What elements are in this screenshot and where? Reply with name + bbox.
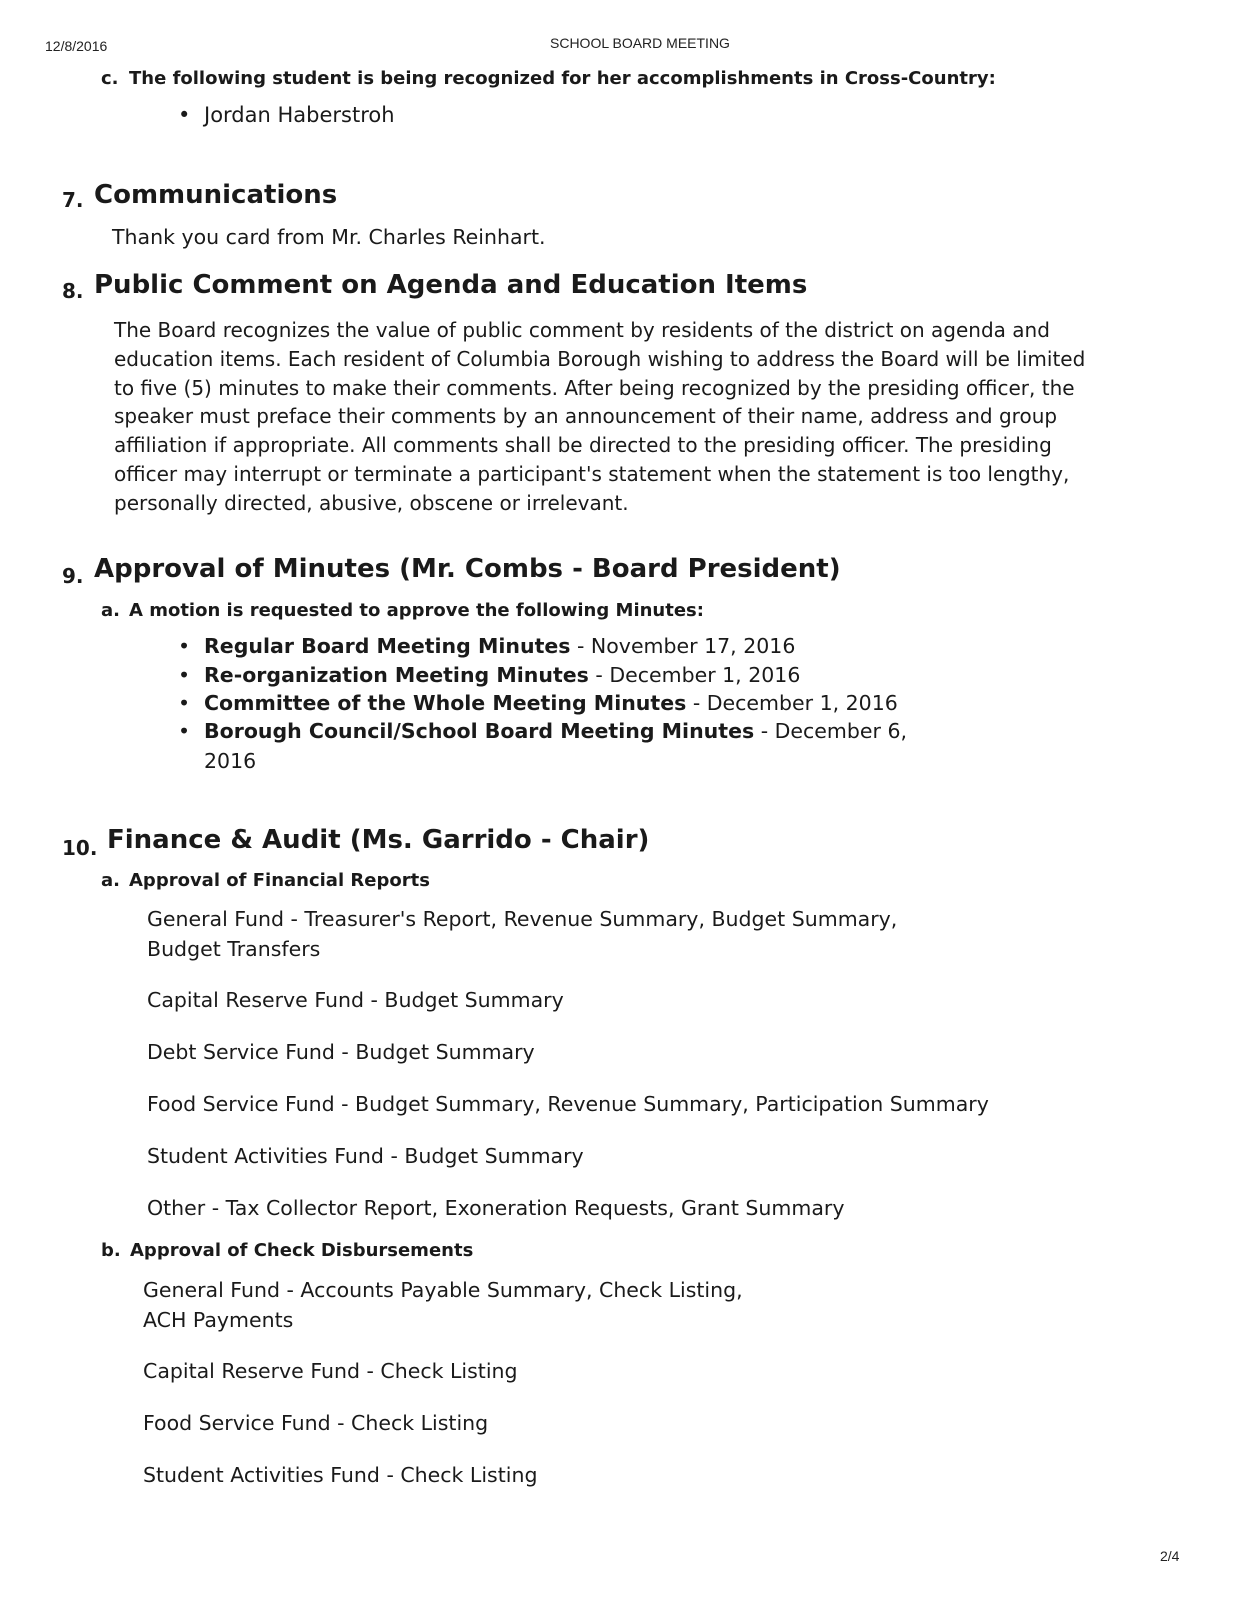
report-item: Debt Service Fund - Budget Summary [147,1040,535,1064]
section-8-body: The Board recognizes the value of public comment by residents of the district on agenda and education items. Each resident of Columbia Borough wishing to address the Board will be limited to five (5) minutes to make their comments. After being recognized by the presiding officer, the speaker must preface their comments by an announcement of their name, address and group affiliation if appropriate. All comments shall be directed to the presiding officer. The presiding officer may interrupt or terminate a participant's statement when the statement is too lengthy, personally directed, abusive, obscene or irrelevant. [114,318,1086,515]
report-item: Student Activities Fund - Budget Summary [147,1144,584,1168]
section-7-number: 7. [62,188,84,212]
section-9-title: Approval of Minutes (Mr. Combs - Board President) [94,554,841,584]
section-10a-letter: a. [101,870,120,891]
section-7-body: Thank you card from Mr. Charles Reinhart. [112,225,546,249]
minutes-date: - December 6, [754,719,907,743]
minutes-name: Regular Board Meeting Minutes [204,634,571,658]
report-item: Capital Reserve Fund - Budget Summary [147,988,564,1012]
minutes-item [178,689,898,718]
minutes-name: Re-organization Meeting Minutes [204,663,589,687]
minutes-item-continued: 2016 [204,749,257,773]
minutes-item [178,632,795,661]
page-number: 2/4 [1160,1548,1180,1564]
minutes-date: - December 1, 2016 [686,691,898,715]
section-8-title: Public Comment on Agenda and Education Items [94,270,808,300]
disbursement-item: Capital Reserve Fund - Check Listing [143,1359,518,1383]
section-10-number: 10. [62,836,98,860]
header-title: SCHOOL BOARD MEETING [550,35,730,51]
section-7-title: Communications [94,180,338,210]
item-c-letter: c. [101,68,119,89]
student-bullet [178,103,395,127]
disbursement-item: Food Service Fund - Check Listing [143,1411,489,1435]
report-item: General Fund - Treasurer's Report, Revenue Summary, Budget Summary, Budget Transfers [147,907,898,961]
minutes-name: Committee of the Whole Meeting Minutes [204,691,687,715]
section-10b-letter: b. [101,1240,121,1261]
section-10-title: Finance & Audit (Ms. Garrido - Chair) [107,825,650,855]
section-10a-label: Approval of Financial Reports [129,870,430,891]
minutes-item [178,717,907,746]
bullet-icon: • [178,719,191,743]
section-9a-letter: a. [101,600,120,621]
disbursement-item: Student Activities Fund - Check Listing [143,1463,538,1487]
minutes-name: Borough Council/School Board Meeting Minutes [204,719,755,743]
minutes-date: - November 17, 2016 [570,634,796,658]
bullet-icon: • [178,691,191,715]
minutes-item [178,661,800,690]
bullet-icon: • [178,663,191,687]
bullet-icon: • [178,103,191,127]
header-date: 12/8/2016 [45,38,108,54]
student-name: Jordan Haberstroh [204,103,395,127]
section-9-number: 9. [62,564,84,588]
minutes-date: - December 1, 2016 [588,663,801,687]
report-item: Food Service Fund - Budget Summary, Revenue Summary, Participation Summary [147,1092,989,1116]
section-8-number: 8. [62,279,84,303]
bullet-icon: • [178,634,191,658]
report-item: Other - Tax Collector Report, Exoneration Requests, Grant Summary [147,1196,845,1220]
disbursement-item: General Fund - Accounts Payable Summary, Check Listing, ACH Payments [143,1278,743,1332]
section-9a-label: A motion is requested to approve the following Minutes: [129,600,704,621]
item-c-text: The following student is being recognized for her accomplishments in Cross-Country: [129,68,996,89]
section-10b-label: Approval of Check Disbursements [130,1240,474,1261]
